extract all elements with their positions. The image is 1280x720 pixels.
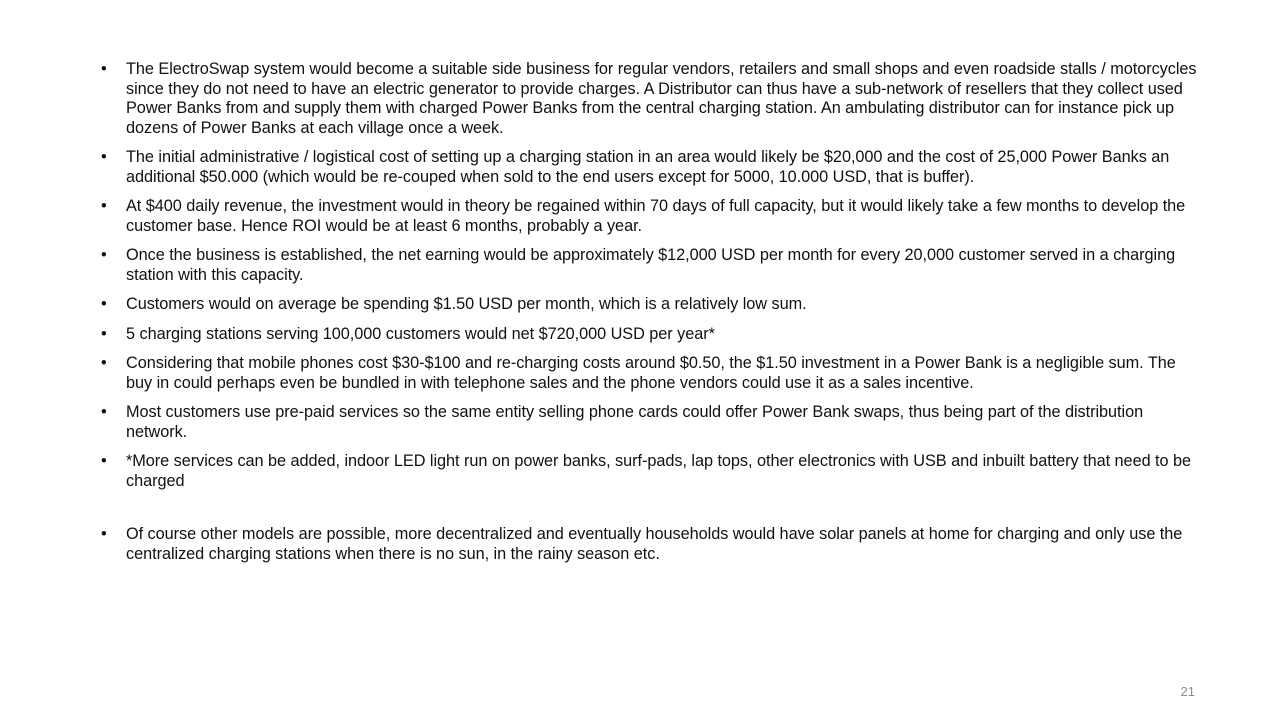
bullet-item [101, 525, 1201, 564]
bullet-text: 5 charging stations serving 100,000 customers would net $720,000 USD per year* [126, 324, 715, 343]
bullet-marker: • [101, 354, 107, 372]
bullet-item [101, 295, 1201, 315]
bullet-item [101, 197, 1201, 236]
bullet-text: At $400 daily revenue, the investment would in theory be regained within 70 days of full capacity, but it would likely take a few months to develop the customer base. Hence ROI would be at least 6 months, probably a year. [126, 197, 1186, 235]
bullet-marker: • [101, 452, 107, 470]
bullet-text: Considering that mobile phones cost $30-$100 and re-charging costs around $0.50, the $1.50 investment in a Power Bank is a negligible sum. The buy in could perhaps even be bundled in with telephone sales and the phone vendors could use it as a sales incentive. [126, 354, 1176, 392]
bullet-item [101, 325, 1201, 345]
bullet-text: Of course other models are possible, more decentralized and eventually households would have solar panels at home for charging and only use the centralized charging stations when there is no sun, in the rainy season etc. [126, 525, 1183, 563]
bullet-item [101, 148, 1201, 187]
bullet-marker: • [101, 525, 107, 543]
bullet-item [101, 246, 1201, 285]
bullet-item [101, 403, 1201, 442]
bullet-marker: • [101, 60, 107, 78]
bullet-list [101, 60, 1201, 574]
bullet-marker: • [101, 197, 107, 215]
bullet-item [101, 60, 1201, 138]
bullet-marker: • [101, 295, 107, 313]
bullet-text: Most customers use pre-paid services so the same entity selling phone cards could offer Power Bank swaps, thus being part of the distribution network. [126, 403, 1144, 441]
bullet-text: Once the business is established, the net earning would be approximately $12,000 USD per month for every 20,000 customer served in a charging station with this capacity. [126, 246, 1176, 284]
bullet-text: *More services can be added, indoor LED light run on power banks, surf-pads, lap tops, other electronics with USB and inbuilt battery that need to be charged [126, 452, 1192, 490]
bullet-item [101, 354, 1201, 393]
page-number: 21 [1180, 684, 1195, 699]
bullet-marker: • [101, 246, 107, 264]
bullet-marker: • [101, 403, 107, 421]
bullet-marker: • [101, 324, 107, 343]
bullet-text: The ElectroSwap system would become a suitable side business for regular vendors, retailers and small shops and even roadside stalls / motorcycles since they do not need to have an electric generator to provide charges. A Distributor can thus have a sub-network of resellers that they collect used Power Banks from and supply them with charged Power Banks from the central charging station. An ambulating distributor can for instance pick up dozens of Power Banks at each village once a week. [126, 60, 1197, 137]
bullet-text: The initial administrative / logistical cost of setting up a charging station in an area would likely be $20,000 and the cost of 25,000 Power Banks an additional $50.000 (which would be re-couped when sold to the end users except for 5000, 10.000 USD, that is buffer). [126, 148, 1170, 186]
bullet-item [101, 452, 1201, 491]
bullet-marker: • [101, 148, 107, 166]
bullet-text: Customers would on average be spending $1.50 USD per month, which is a relatively low sum. [126, 295, 807, 313]
